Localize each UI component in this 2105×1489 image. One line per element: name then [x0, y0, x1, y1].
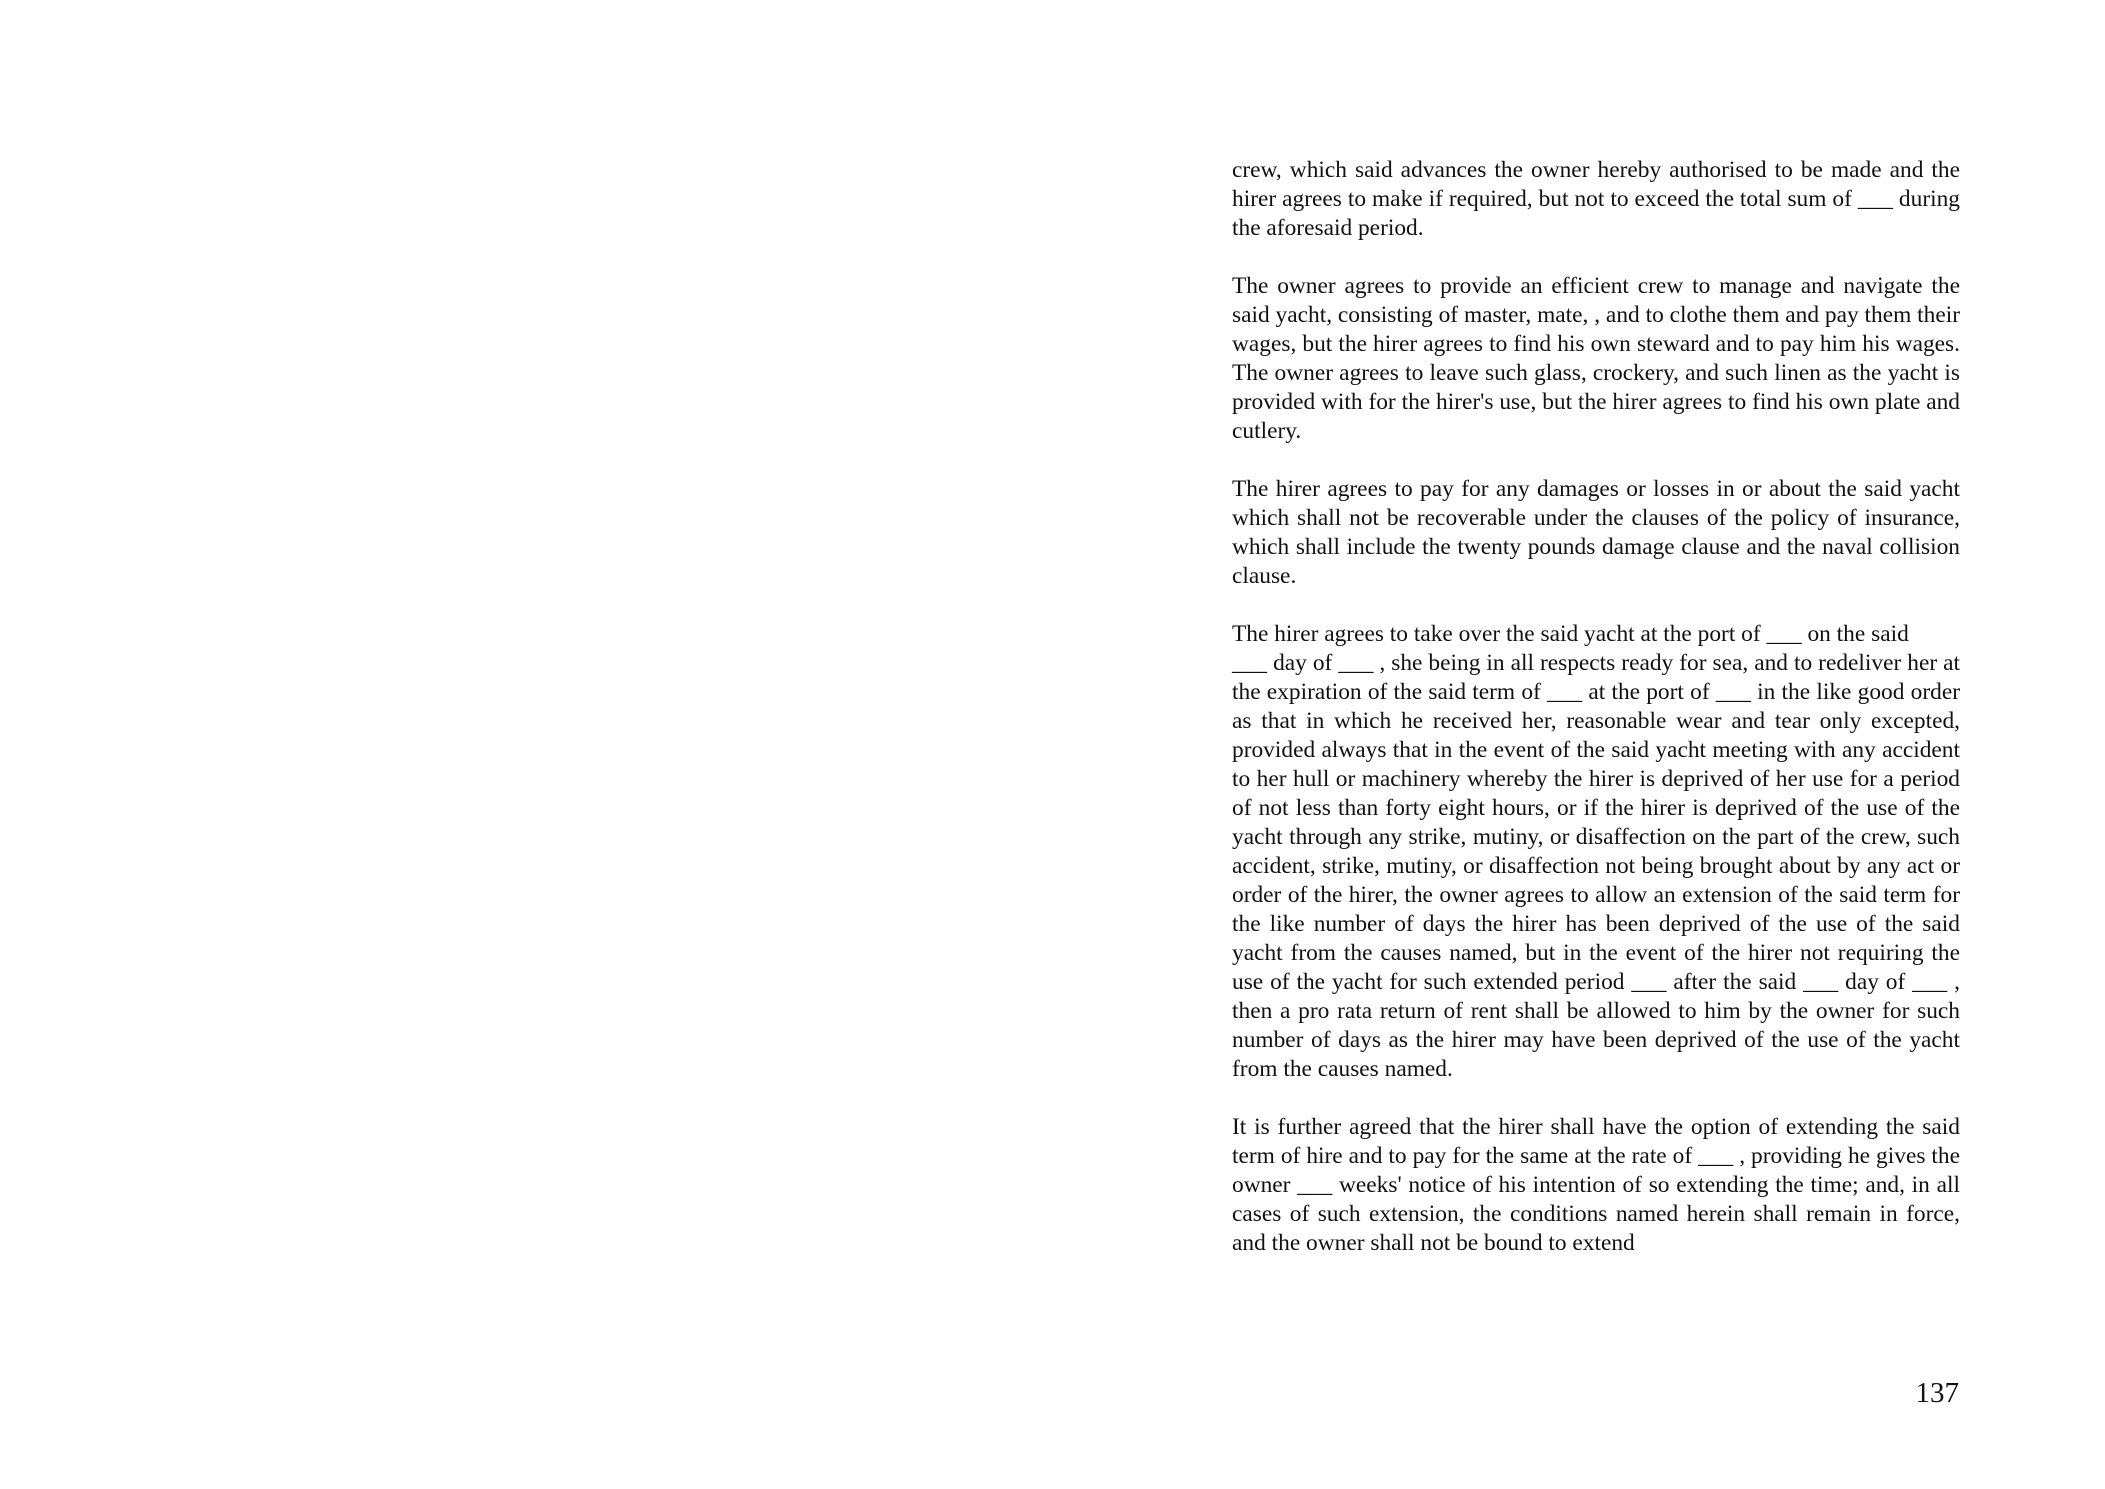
paragraph-damages-losses: The hirer agrees to pay for any damages or losses in or about the said yacht which shall not be recoverable under the clauses of the policy of insurance, which shall include the twenty pounds damage clause and the naval collision clause.: [1232, 476, 1960, 589]
document-body: [1232, 156, 1960, 1258]
paragraph-owner-provides-crew: The owner agrees to provide an efficient crew to manage and navigate the said yacht, consisting of master, mate, , and to clothe them and pay them their wages, but the hirer agrees to find his own steward and to pay him his wages. The owner agrees to leave such glass, crockery, and such linen as the yacht is provided with for the hirer's use, but the hirer agrees to find his own plate and cutlery.: [1232, 273, 1960, 444]
paragraph-option-extend: It is further agreed that the hirer shall have the option of extending the said term of hire and to pay for the same at the rate of ___ , providing he gives the owner ___ weeks' notice of his intention of so extending the time; and, in all cases of such extension, the conditions named herein shall remain in force, and the owner shall not be bound to extend: [1232, 1114, 1960, 1256]
page-number: 137: [1915, 1377, 1959, 1409]
paragraph-crew-advances: crew, which said advances the owner hereby authorised to be made and the hirer agrees to make if required, but not to exceed the total sum of ___ during the aforesaid period.: [1232, 157, 1960, 241]
paragraph-take-over-redeliver: The hirer agrees to take over the said yacht at the port of ___ on the said ___ day of ___ , she being in all respects ready for sea, and to redeliver her at the expiration of the said term of ___ at the port of ___ in the like good order as that in which he received her, reasonable wear and tear only excepted, provided always that in the event of the said yacht meeting with any accident to her hull or machinery whereby the hirer is deprived of her use for a period of not less than forty eight hours, or if the hirer is deprived of the use of the yacht through any strike, mutiny, or disaffection on the part of the crew, such accident, strike, mutiny, or disaffection not being brought about by any act or order of the hirer, the owner agrees to allow an extension of the said term for the like number of days the hirer has been deprived of the use of the said yacht from the causes named, but in the event of the hirer not requiring the use of the yacht for such extended period ___ after the said ___ day of ___ , then a pro rata return of rent shall be allowed to him by the owner for such number of days as the hirer may have been deprived of the use of the yacht from the causes named.: [1232, 621, 1960, 1082]
